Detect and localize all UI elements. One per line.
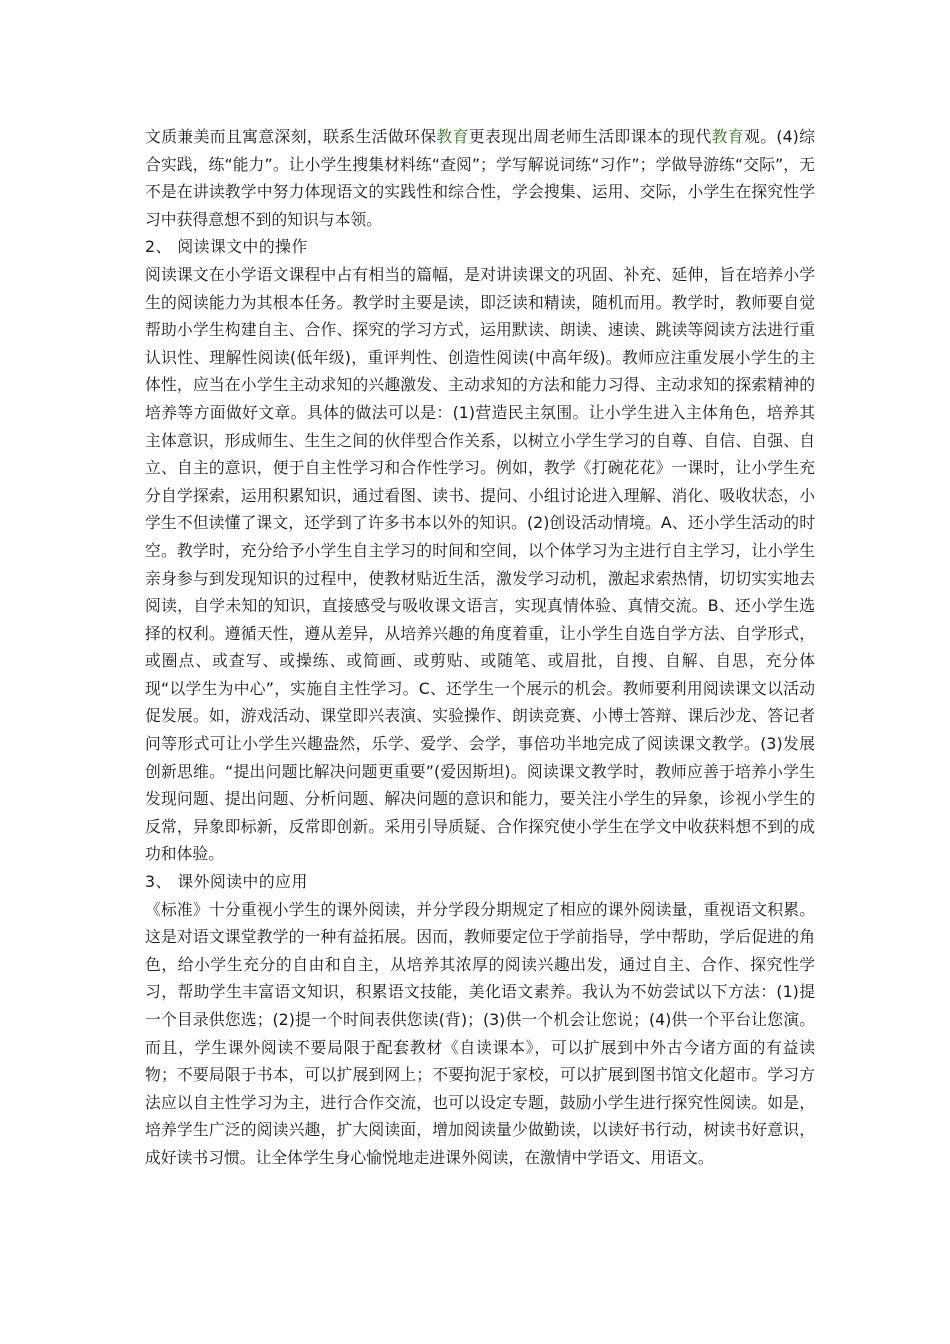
paragraph-extracurricular-reading	[145, 896, 815, 1172]
document-page	[145, 123, 815, 1172]
text-run: 文质兼美而且寓意深刻，联系生活做环保	[145, 127, 437, 146]
text-run: 更表现出周老师生活即课本的现代	[468, 127, 712, 146]
keyword-link[interactable]: 教育	[711, 127, 745, 146]
section-heading-2: 2、 阅读课文中的操作	[145, 237, 308, 257]
paragraph-reading-lessons	[145, 261, 815, 868]
section-heading-3: 3、 课外阅读中的应用	[145, 872, 308, 892]
text-run: 观。(4)综合实践，练“能力”。让小学生搜集材料练“查阅”；学写解说词练“习作”；学做导游练“交际”，无不是在讲读教学中努力体现语文的实践性和综合性，学会搜集、运用、交际，小学生在探究性学习中获得意想不到的知识与本领。	[145, 127, 815, 229]
text-run: 《标准》十分重视小学生的课外阅读，并分学段分期规定了相应的课外阅读量，重视语文积累。这是对语文课堂教学的一种有益拓展。因而，教师要定位于学前指导，学中帮助，学后促进的角色，给小学生充分的自由和自主，从培养其浓厚的阅读兴趣出发，通过自主、合作、探究性学习，帮助学生丰富语文知识，积累语文技能，美化语文素养。我认为不妨尝试以下方法：(1)提一个目录供您选；(2)提一个时间表供您读(背)；(3)供一个机会让您说；(4)供一个平台让您演。而且，学生课外阅读不要局限于配套教材《自读课本》，可以扩展到中外古今诸方面的有益读物；不要局限于书本，可以扩展到网上；不要拘泥于家校，可以扩展到图书馆文化超市。学习方法应以自主性学习为主，进行合作交流，也可以设定专题，鼓励小学生进行探究性阅读。如是，培养学生广泛的阅读兴趣，扩大阅读面，增加阅读量少做勤读，以读好书行动，树读书好意识，成好读书习惯。让全体学生身心愉悦地走进课外阅读，在激情中学语文、用语文。	[145, 899, 815, 1167]
keyword-link[interactable]: 教育	[436, 127, 469, 146]
paragraph-intro	[145, 123, 815, 233]
text-run: 阅读课文在小学语文课程中占有相当的篇幅，是对讲读课文的巩固、补充、延伸，旨在培养小学生的阅读能力为其根本任务。教学时主要是读，即泛读和精读，随机而用。教学时，教师要自觉帮助小学生构建自主、合作、探究的学习方式，运用默读、朗读、速读、跳读等阅读方法进行重认识性、理解性阅读(低年级)，重评判性、创造性阅读(中高年级)。教师应注重发展小学生的主体性，应当在小学生主动求知的兴趣激发、主动求知的方法和能力习得、主动求知的探索精神的培养等方面做好文章。具体的做法可以是：(1)营造民主氛围。让小学生进入主体角色，培养其主体意识，形成师生、生生之间的伙伴型合作关系，以树立小学生学习的自尊、自信、自强、自立、自主的意识，便于自主性学习和合作性学习。例如，教学《打碗花花》一课时，让小学生充分自学探索，运用积累知识，通过看图、读书、提问、小组讨论进入理解、消化、吸收状态，小学生不但读懂了课文，还学到了许多书本以外的知识。(2)创设活动情境。A、还小学生活动的时空。教学时，充分给予小学生自主学习的时间和空间，以个体学习为主进行自主学习，让小学生亲身参与到发现知识的过程中，使教材贴近生活，激发学习动机，激起求索热情，切切实实地去阅读，自学未知的知识，直接感受与吸收课文语言，实现真情体验、真情交流。B、还小学生选择的权利。遵循天性，遵从差异，从培养兴趣的角度着重，让小学生自选自学方法、自学形式，或圈点、或查写、或操练、或简画、或剪贴、或随笔、或眉批，自搜、自解、自思，充分体现“以学生为中心”，实施自主性学习。C、还学生一个展示的机会。教师要利用阅读课文以活动促发展。如，游戏活动、课堂即兴表演、实验操作、朗读竞赛、小博士答辩、课后沙龙、答记者问等形式可让小学生兴趣盎然，乐学、爱学、会学，事倍功半地完成了阅读课文教学。(3)发展创新思维。“提出问题比解决问题更重要”(爱因斯坦)。阅读课文教学时，教师应善于培养小学生发现问题、提出问题、分析问题、解决问题的意识和能力，要关注小学生的异象，诊视小学生的反常，异象即标新，反常即创新。采用引导质疑、合作探究使小学生在学文中收获料想不到的成功和体验。	[145, 264, 815, 864]
